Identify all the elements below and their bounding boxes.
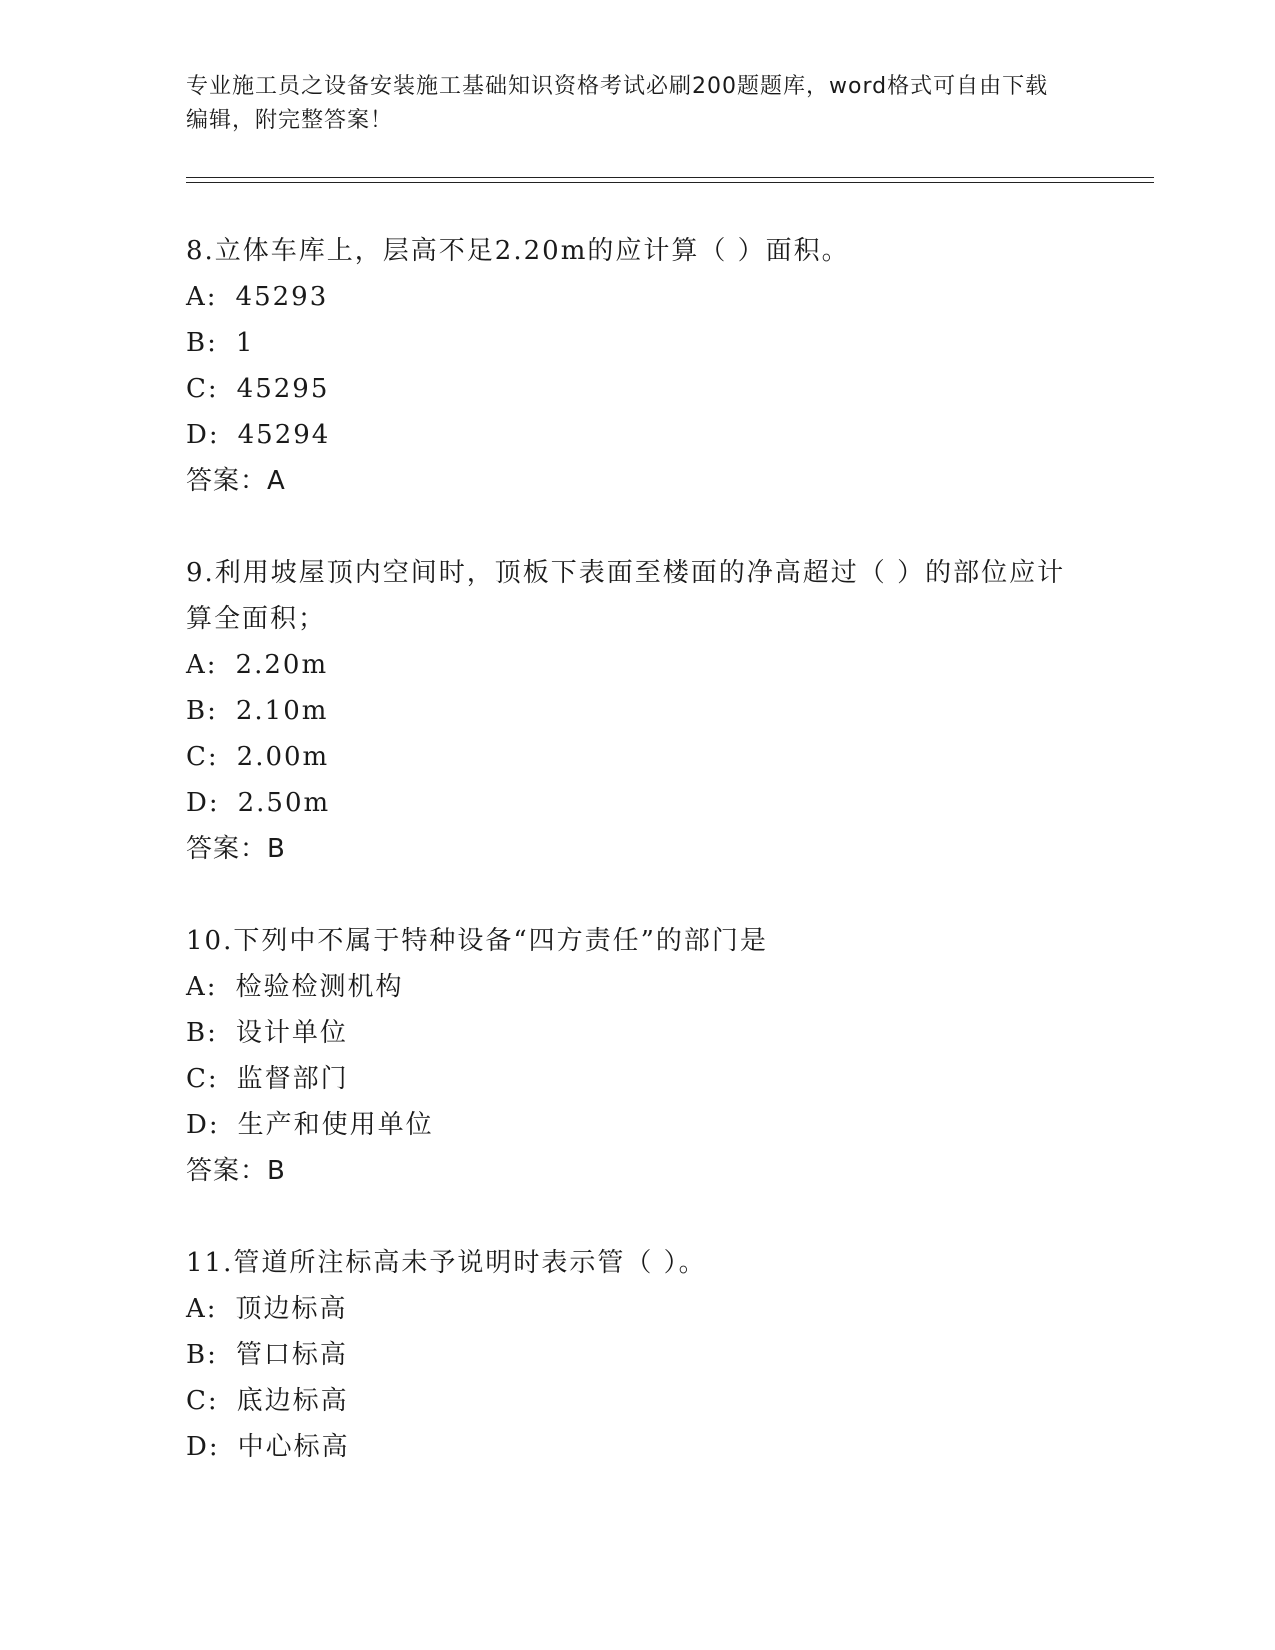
question-text: 8.立体车库上，层高不足2.20m的应计算（ ）面积。 (186, 236, 850, 266)
option-value: 45293 (235, 282, 329, 312)
option-b (186, 688, 1086, 734)
option-key: A: (186, 650, 218, 680)
option-a (186, 1286, 1086, 1332)
option-value: 检验检测机构 (235, 972, 404, 1002)
option-a (186, 642, 1086, 688)
option-value: 顶边标高 (235, 1294, 348, 1324)
option-c (186, 734, 1086, 780)
option-a (186, 274, 1086, 320)
option-value: 监督部门 (236, 1064, 349, 1094)
option-value: 45294 (237, 420, 331, 450)
option-key: C: (186, 1064, 219, 1094)
question-text: 11.管道所注标高未予说明时表示管（ ）。 (186, 1248, 707, 1278)
option-value: 生产和使用单位 (237, 1110, 434, 1140)
option-b (186, 320, 1086, 366)
option-key: B: (186, 328, 218, 358)
question-9 (186, 550, 1086, 872)
question-8 (186, 228, 1086, 504)
option-value: 设计单位 (235, 1018, 348, 1048)
header-divider-bottom (186, 182, 1154, 183)
option-d (186, 1102, 1086, 1148)
question-10 (186, 918, 1086, 1194)
option-value: 2.20m (235, 650, 329, 680)
option-a (186, 964, 1086, 1010)
option-value: 中心标高 (237, 1432, 350, 1462)
question-text: 10.下列中不属于特种设备“四方责任”的部门是 (186, 926, 768, 956)
option-key: A: (186, 282, 218, 312)
document-title: 专业施工员之设备安装施工基础知识资格考试必刷200题题库，word格式可自由下载编辑，附完整答案！ (186, 74, 1049, 133)
option-value: 1 (235, 328, 255, 358)
answer-line: 答案：A (186, 466, 286, 496)
option-key: C: (186, 1386, 219, 1416)
document-header (186, 70, 1066, 138)
option-d (186, 412, 1086, 458)
question-text: 9.利用坡屋顶内空间时，顶板下表面至楼面的净高超过（ ）的部位应计算全面积； (186, 558, 1066, 634)
question-list (186, 228, 1086, 1516)
option-c (186, 366, 1086, 412)
option-key: D: (186, 420, 220, 450)
answer-line: 答案：B (186, 834, 286, 864)
option-value: 2.50m (237, 788, 331, 818)
option-key: B: (186, 696, 218, 726)
option-c (186, 1378, 1086, 1424)
answer-line: 答案：B (186, 1156, 286, 1186)
option-b (186, 1332, 1086, 1378)
option-key: C: (186, 374, 219, 404)
header-divider-top (186, 177, 1154, 178)
option-d (186, 780, 1086, 826)
question-11 (186, 1240, 1086, 1470)
option-key: C: (186, 742, 219, 772)
option-c (186, 1056, 1086, 1102)
option-value: 45295 (236, 374, 330, 404)
option-value: 2.10m (235, 696, 329, 726)
option-key: D: (186, 788, 220, 818)
option-key: B: (186, 1018, 218, 1048)
option-b (186, 1010, 1086, 1056)
option-key: D: (186, 1110, 220, 1140)
option-value: 底边标高 (236, 1386, 349, 1416)
option-value: 2.00m (236, 742, 330, 772)
option-value: 管口标高 (235, 1340, 348, 1370)
option-key: D: (186, 1432, 220, 1462)
option-key: B: (186, 1340, 218, 1370)
option-key: A: (186, 1294, 218, 1324)
option-key: A: (186, 972, 218, 1002)
option-d (186, 1424, 1086, 1470)
